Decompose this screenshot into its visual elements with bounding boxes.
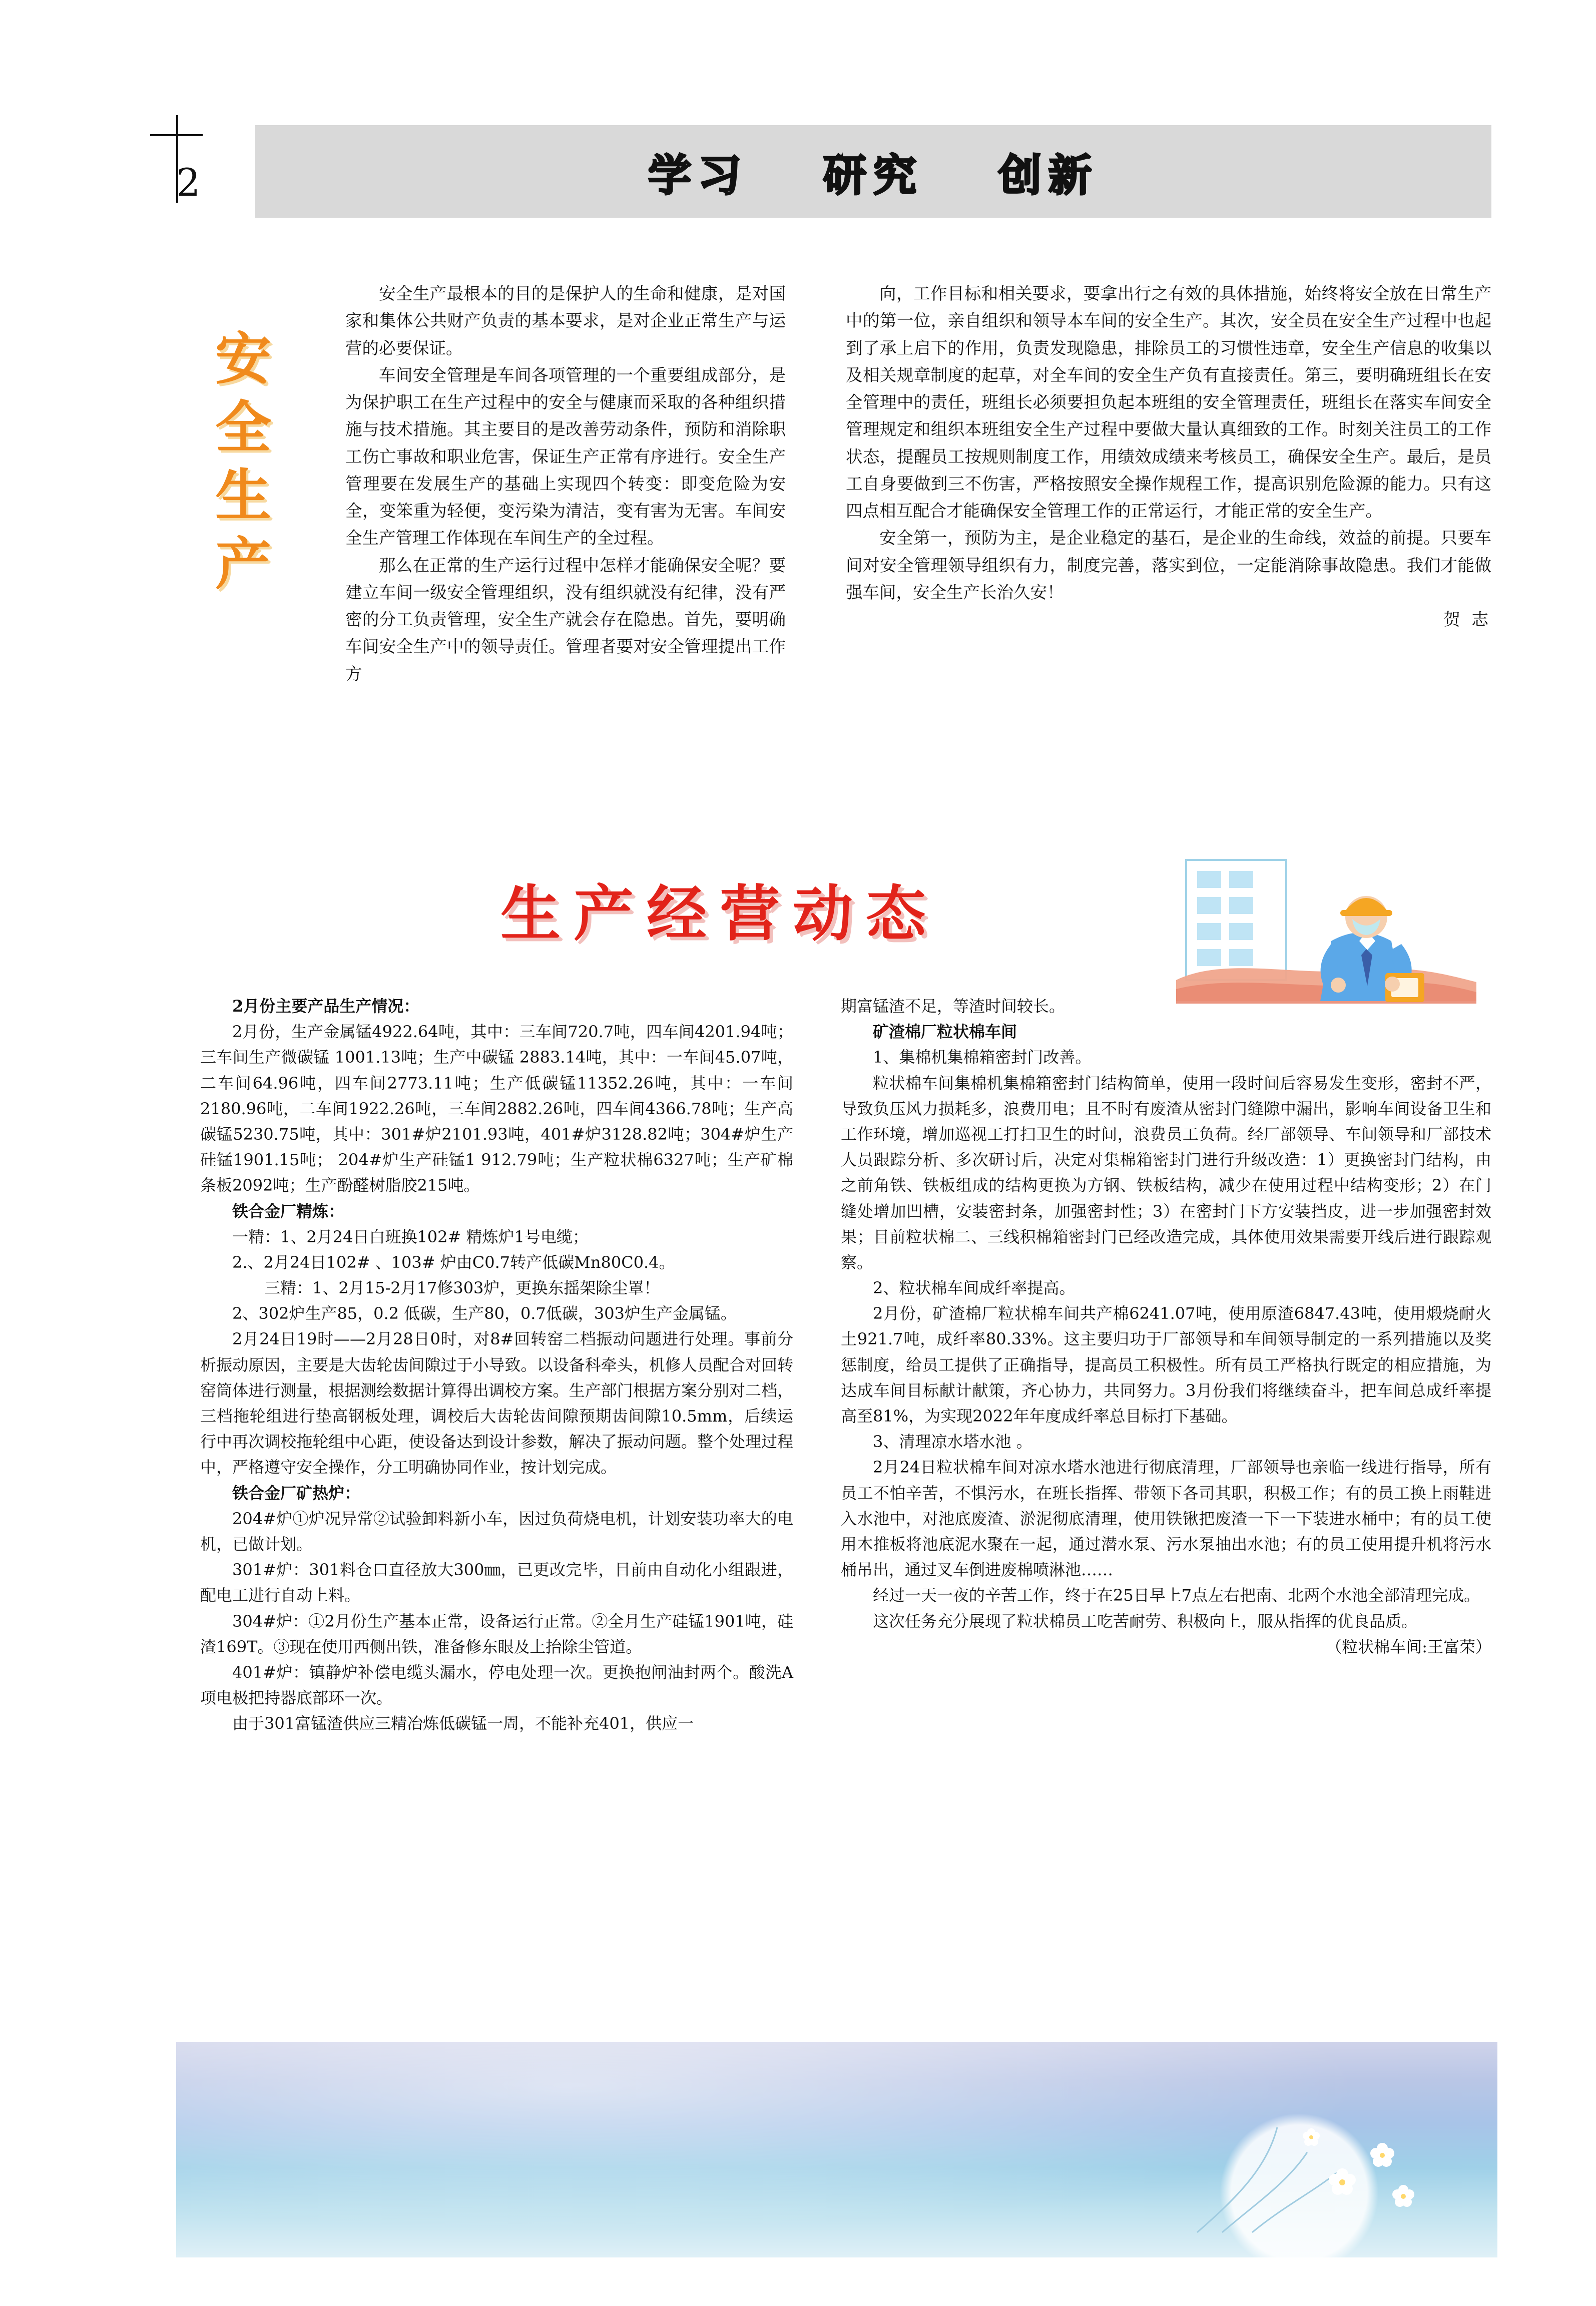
paragraph: 2月份，矿渣棉厂粒状棉车间共产棉6241.07吨，使用原渣6847.43吨，使用煅烧耐火土921.7吨，成纤率80.33%。这主要归功于厂部领导和车间领导制定的一系列措施以及奖惩制度，给员工提供了正确指导，提高员工积极性。所有员工严格执行既定的相应措施，为达成车间目标献计献策，齐心协力，共同努力。3月份我们将继续奋斗，把车间总成纤率提高至81%，为实现2022年年度成纤率总目标打下基础。 — [841, 1304, 1491, 1426]
paragraph: 204#炉①炉况异常②试验卸料新小车，因过负荷烧电机，计划安装功率大的电机，已做计划。 — [200, 1509, 793, 1554]
vertical-title-char-2: 全 — [215, 395, 271, 460]
vertical-title-char-4: 产 — [215, 532, 271, 597]
news-byline: （粒状棉车间:王富荣） — [1326, 1637, 1491, 1656]
paragraph: 安全第一，预防为主，是企业稳定的基石，是企业的生命线，效益的前提。只要车间对安全管理领导组织有力，制度完善，落实到位，一定能消除事故隐患。我们才能做强车间，安全生产长治久安！ — [846, 528, 1491, 602]
paragraph: 三精：1、2月15-2月17修303炉，更换东摇架除尘罩！ — [264, 1278, 660, 1298]
paragraph: 401#炉：镇静炉补偿电缆头漏水，停电处理一次。更换抱闸油封两个。酸洗A项电极把持器底部环一次。 — [200, 1662, 793, 1708]
article-column-right — [846, 280, 1491, 633]
paragraph: 301#炉：301料仓口直径放大300㎜，已更改完毕，目前由自动化小组跟进，配电工进行自动上料。 — [200, 1560, 793, 1605]
paragraph: 2、302炉生产85，0.2 低碳，生产80，0.7低碳，303炉生产金属锰。 — [232, 1304, 737, 1323]
paragraph: 2.、2月24日102# 、103# 炉由C0.7转产低碳Mn80C0.4。 — [232, 1252, 675, 1272]
paragraph: 向，工作目标和相关要求，要拿出行之有效的具体措施，始终将安全放在日常生产中的第一位，亲自组织和领导本车间的安全生产。其次，安全员在安全生产过程中也起到了承上启下的作用，负责发现隐患，排除员工的习惯性违章，安全生产信息的收集以及相关规章制度的起草，对全车间的安全生产负有直接责任。第三，要明确班组长在安全管理中的责任，班组长必须要担负起本班组的安全管理责任，班组长在落实车间安全管理规定和组织本班组安全生产过程中要做大量认真细致的工作。时刻关注员工的工作状态，提醒员工按规则制度工作，用绩效成绩来考核员工，确保安全生产。最后，是员工自身要做到三不伤害，严格按照安全操作规程工作，提高识别危险源的能力。只有这四点相互配合才能确保安全管理工作的正常运行，才能正常的安全生产。 — [846, 284, 1491, 521]
paragraph: 粒状棉车间集棉机集棉箱密封门结构简单，使用一段时间后容易发生变形，密封不严，导致负压风力损耗多，浪费用电；且不时有废渣从密封门缝隙中漏出，影响车间设备卫生和工作环境，增加巡视工打扫卫生的时间，浪费员工负荷。经厂部领导、车间领导和厂部技术人员跟踪分析、多次研讨后，决定对集棉箱密封门进行升级改造：1）更换密封门结构，由之前角铁、铁板组成的结构更换为方钢、铁板结构，减少在使用过程中结构变形；2）在门缝处增加凹槽，安装密封条，加强密封性；3）在密封门下方安装挡皮，进一步加强密封效果；目前粒状棉二、三线积棉箱密封门已经改造完成，具体使用效果需要开线后进行跟踪观察。 — [841, 1073, 1491, 1272]
news-column-right — [841, 994, 1491, 1660]
paragraph: 那么在正常的生产运行过程中怎样才能确保安全呢？要建立车间一级安全管理组织，没有组织就没有纪律，没有严密的分工负责管理，安全生产就会存在隐患。首先，要明确车间安全生产中的领导责任。管理者要对安全管理提出工作方 — [345, 555, 786, 684]
paragraph: 1、集棉机集棉箱密封门改善。 — [873, 1048, 1092, 1067]
paragraph: 2月24日19时——2月28日0时，对8#回转窑二档振动问题进行处理。事前分析振动原因，主要是大齿轮齿间隙过于小导致。以设备科牵头，机修人员配合对回转窑筒体进行测量，根据测绘数据计算得出调校方案。生产部门根据方案分别对二档，三档拖轮组进行垫高钢板处理，调校后大齿轮齿间隙预期齿间隙10.5mm，后续运行中再次调校拖轮组中心距，使设备达到设计参数，解决了振动问题。整个处理过程中，严格遵守安全操作，分工明确协同作业，按计划完成。 — [200, 1329, 793, 1477]
paragraph: 2月份，生产金属锰4922.64吨，其中：三车间720.7吨，四车间4201.94吨；三车间生产微碳锰 1001.13吨；生产中碳锰 2883.14吨，其中：一车间45.07吨，二车间64.96吨，四车间2773.11吨；生产低碳锰11352.26吨，其中：一车间2180.96吨，二车间1922.26吨，三车间2882.26吨，四车间4366.78吨；生产高碳锰5230.75吨，其中：301#炉2101.93吨，401#炉3128.82吨；304#炉生产硅锰1901.15吨； 204#炉生产硅锰1 912.79吨；生产粒状棉6327吨；生产矿棉条板2092吨；生产酚醛树脂胶215吨。 — [200, 1022, 793, 1195]
paragraph: 2月24日粒状棉车间对凉水塔水池进行彻底清理，厂部领导也亲临一线进行指导，所有员工不怕辛苦，不惧污水，在班长指挥、带领下各司其职，积极工作；有的员工换上雨鞋进入水池中，对池底废渣、淤泥彻底清理，使用铁锹把废渣一下一下装进水桶中；有的员工使用木推板将池底泥水聚在一起，通过潜水泵、污水泵抽出水池；有的员工使用提升机将污水桶吊出，通过叉车倒进废棉喷淋池…… — [841, 1458, 1491, 1580]
page-number: 2 — [176, 160, 201, 205]
section-banner-title: 生产经营动态 — [500, 879, 939, 949]
paragraph: 期富锰渣不足，等渣时间较长。 — [841, 997, 1066, 1016]
paragraph: 一精：1、2月24日白班换102# 精炼炉1号电缆； — [232, 1227, 589, 1246]
masthead-word-2: 研究 — [823, 150, 923, 201]
news-subheading: 铁合金厂矿热炉： — [232, 1483, 361, 1503]
paragraph: 3、清理凉水塔水池 。 — [873, 1432, 1032, 1452]
masthead-bar — [255, 125, 1491, 218]
paragraph: 安全生产最根本的目的是保护人的生命和健康，是对国家和集体公共财产负责的基本要求，是对企业正常生产与运营的必要保证。 — [345, 284, 786, 358]
masthead-word-3: 创新 — [998, 150, 1099, 201]
crop-mark-horizontal — [150, 134, 203, 136]
paragraph: 这次任务充分展现了粒状棉员工吃苦耐劳、积极向上，服从指挥的优良品质。 — [873, 1611, 1418, 1631]
news-subheading: 矿渣棉厂粒状棉车间 — [873, 1022, 1017, 1042]
vertical-title-char-3: 生 — [215, 464, 271, 529]
paragraph: 经过一天一夜的辛苦工作，终于在25日早上7点左右把南、北两个水池全部清理完成。 — [873, 1586, 1480, 1605]
flower-decoration — [1177, 2107, 1437, 2237]
decorative-footer-band — [176, 2042, 1497, 2257]
vertical-title-char-1: 安 — [215, 327, 271, 392]
paragraph: 2、粒状棉车间成纤率提高。 — [873, 1278, 1076, 1298]
news-subheading: 铁合金厂精炼： — [232, 1201, 345, 1221]
article-column-left — [345, 280, 786, 688]
article-signature: 贺 志 — [1443, 610, 1491, 630]
paragraph: 由于301富锰渣供应三精冶炼低碳锰一周，不能补充401，供应一 — [232, 1714, 694, 1733]
paragraph: 304#炉：①2月份生产基本正常，设备运行正常。②全月生产硅锰1901吨，硅渣169T。③现在使用西侧出铁，准备修东眼及上抬除尘管道。 — [200, 1611, 793, 1656]
paragraph: 车间安全管理是车间各项管理的一个重要组成部分，是为保护职工在生产过程中的安全与健康而采取的各种组织措施与技术措施。其主要目的是改善劳动条件，预防和消除职工伤亡事故和职业危害，保证生产正常有序进行。安全生产管理要在发展生产的基础上实现四个转变：即变危险为安全，变笨重为轻便，变污染为清洁，变有害为无害。车间安全生产管理工作体现在车间生产的全过程。 — [345, 365, 786, 548]
news-subheading: 2月份主要产品生产情况： — [232, 997, 420, 1016]
news-column-left — [200, 994, 793, 1736]
masthead-word-1: 学习 — [648, 150, 748, 201]
masthead-words — [255, 125, 1491, 218]
article-vertical-title — [215, 325, 300, 599]
